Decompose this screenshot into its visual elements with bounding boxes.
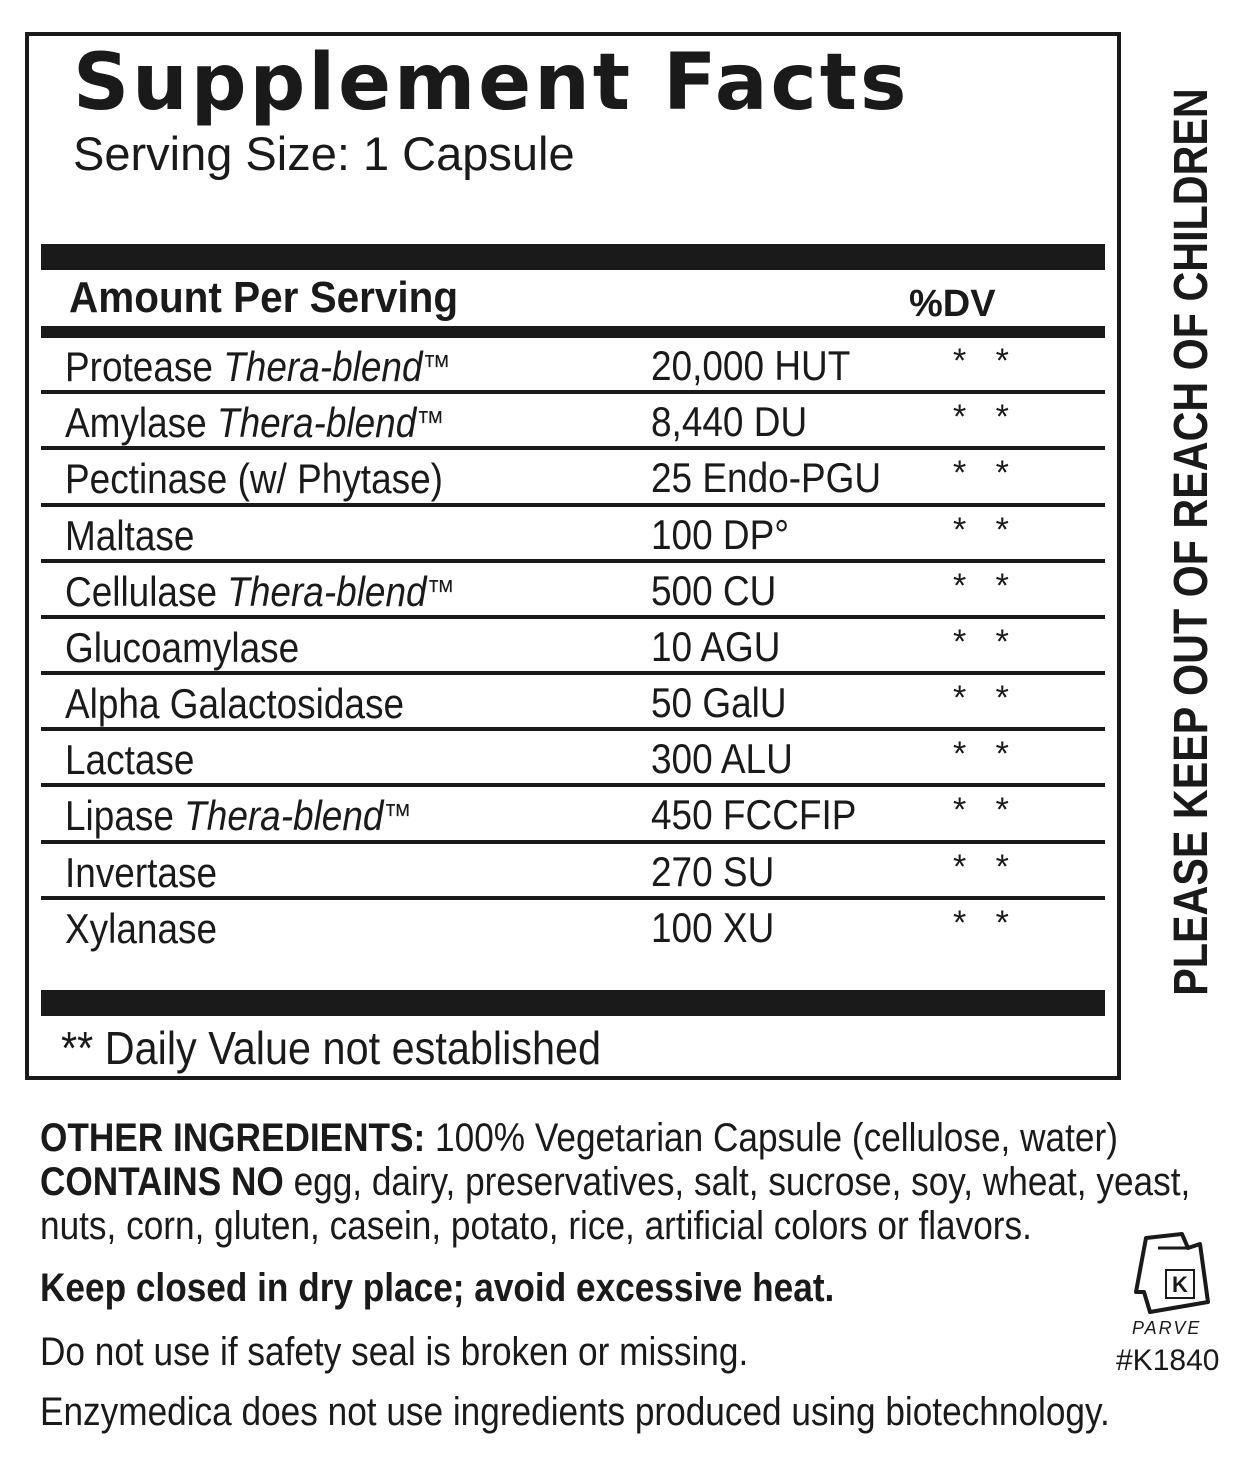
ingredient-name: Cellulase Thera-blend™ (65, 567, 455, 615)
table-row (41, 731, 1105, 787)
bottom-divider-bar (41, 990, 1105, 1016)
ingredient-amount: 300 ALU (651, 735, 793, 783)
ingredient-name: Invertase (65, 848, 218, 896)
ingredient-amount: 10 AGU (651, 622, 781, 670)
ingredient-amount: 25 Endo-PGU (651, 454, 882, 502)
ingredient-dv: * * (953, 342, 1019, 380)
table-row (41, 450, 1105, 506)
ingredient-name: Lipase Thera-blend™ (65, 792, 412, 840)
ingredient-dv: * * (953, 791, 1019, 830)
keep-out-of-reach-warning: PLEASE KEEP OUT OF REACH OF CHILDREN (1165, 88, 1218, 996)
table-row (41, 844, 1105, 900)
contains-no-continued: nuts, corn, gluten, casein, potato, rice, artificial colors or flavors. (40, 1204, 1032, 1248)
ingredient-name: Glucoamylase (65, 623, 300, 671)
ingredient-dv: * * (953, 622, 1019, 661)
ingredient-name: Xylanase (65, 904, 218, 952)
safety-seal-warning: Do not use if safety seal is broken or missing. (40, 1330, 749, 1374)
ingredient-amount: 500 CU (651, 566, 777, 614)
ingredient-dv: * * (953, 510, 1019, 549)
kosher-code: #K1840 (1116, 1344, 1220, 1377)
ingredient-dv: * * (953, 735, 1019, 774)
table-row (41, 787, 1105, 843)
amount-per-serving-header: Amount Per Serving (69, 273, 459, 322)
storage-block (40, 1266, 1220, 1310)
table-row (41, 675, 1105, 731)
ingredient-dv: * * (953, 566, 1019, 605)
table-row (41, 394, 1105, 450)
ingredient-amount: 100 XU (651, 903, 775, 951)
table-row (41, 563, 1105, 619)
seal-block (40, 1330, 1220, 1374)
kosher-parve-label: PARVE (1132, 1318, 1202, 1338)
dv-footnote: ** Daily Value not established (61, 1022, 602, 1074)
ingredient-dv: * * (953, 847, 1019, 886)
header-divider-bar (41, 326, 1105, 338)
biotech-block (40, 1390, 1220, 1434)
ingredient-amount: 8,440 DU (651, 398, 808, 446)
serving-size: Serving Size: 1 Capsule (73, 127, 575, 180)
table-row (41, 507, 1105, 563)
ingredient-name: Protease Thera-blend™ (65, 343, 451, 390)
ingredient-amount: 270 SU (651, 847, 775, 895)
ingredient-amount: 100 DP° (651, 510, 790, 558)
table-row (41, 900, 1105, 956)
ingredient-name: Lactase (65, 736, 195, 784)
ingredient-dv: * * (953, 454, 1019, 493)
supplement-facts-panel (25, 32, 1121, 1080)
ingredient-amount: 50 GalU (651, 679, 787, 727)
ingredient-name: Pectinase (w/ Phytase) (65, 455, 443, 503)
contains-no: CONTAINS NO egg, dairy, preservatives, salt, sucrose, soy, wheat, yeast, (40, 1160, 1191, 1204)
ingredient-dv: * * (953, 903, 1019, 942)
storage-instructions: Keep closed in dry place; avoid excessive heat. (40, 1266, 835, 1310)
ingredient-dv: * * (953, 398, 1019, 437)
ingredient-name: Amylase Thera-blend™ (65, 399, 445, 447)
ingredients-block (40, 1116, 1220, 1248)
other-ingredients: OTHER INGREDIENTS: 100% Vegetarian Capsule (cellulose, water) (40, 1116, 1118, 1160)
ingredient-name: Maltase (65, 511, 195, 559)
top-divider-bar (41, 244, 1105, 270)
kosher-letter: K (1172, 1272, 1188, 1297)
table-row (41, 619, 1105, 675)
ingredient-amount: 450 FCCFIP (651, 791, 857, 839)
ingredient-table (41, 338, 1105, 956)
panel-title: Supplement Facts (73, 38, 910, 128)
ingredient-amount: 20,000 HUT (651, 342, 851, 389)
table-row (41, 338, 1105, 394)
biotech-statement: Enzymedica does not use ingredients produced using biotechnology. (40, 1390, 1110, 1434)
dv-header: %DV (909, 283, 996, 325)
ingredient-dv: * * (953, 679, 1019, 718)
kosher-certification (1116, 1232, 1230, 1382)
ingredient-name: Alpha Galactosidase (65, 680, 405, 728)
kosher-k-icon (1130, 1232, 1210, 1322)
